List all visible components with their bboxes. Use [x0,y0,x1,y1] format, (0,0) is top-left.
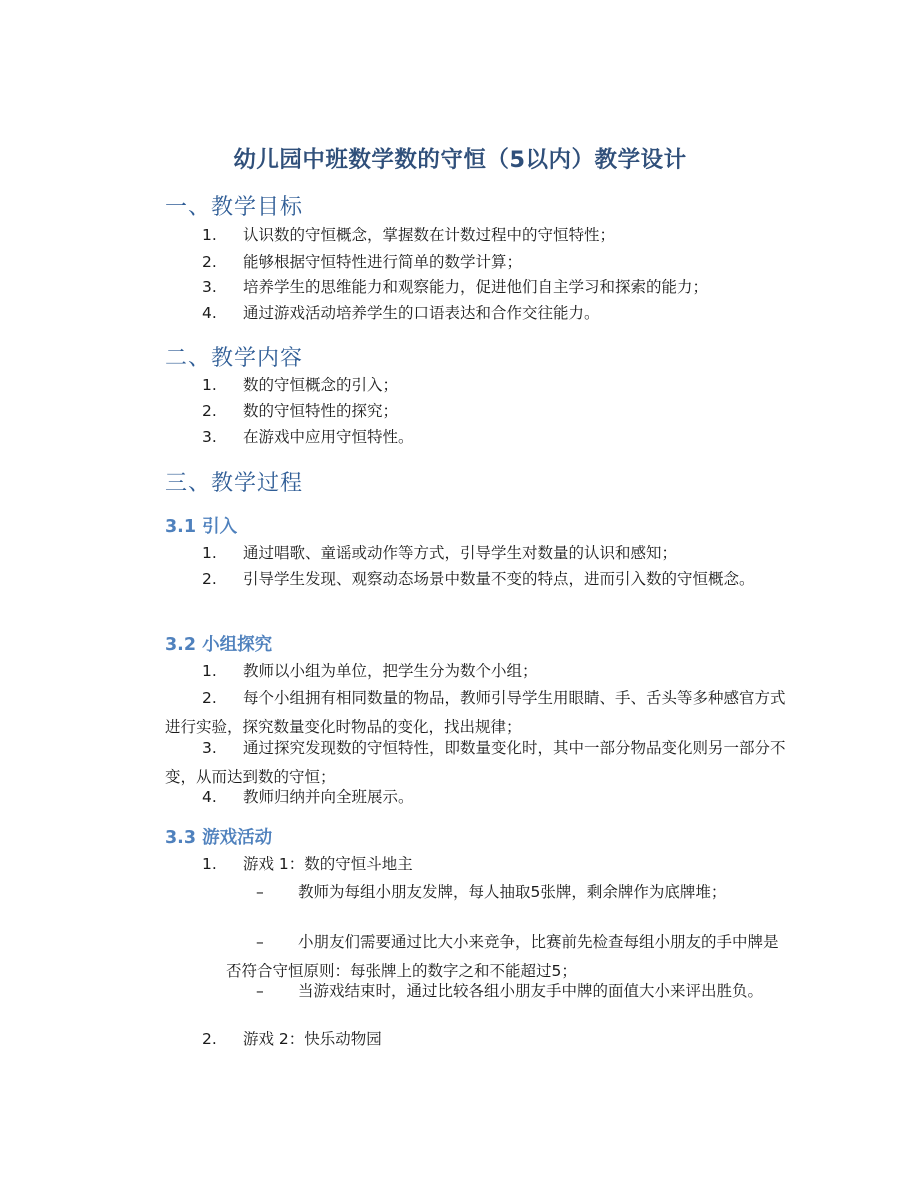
sub-item-text: 当游戏结束时，通过比较各组小朋友手中牌的面值大小来评出胜负。 [298,982,764,1000]
heading-process: 三、教学过程 [165,471,304,496]
page-title: 幼儿园中班数学数的守恒（5以内）教学设计 [233,147,687,173]
item-number: 2. [202,402,217,420]
sub-item-text: 教师为每组小朋友发牌，每人抽取5张牌，剩余牌作为底牌堆； [298,883,727,901]
list-item [165,783,790,812]
list-item [165,397,790,426]
item-text: 游戏 1：数的守恒斗地主 [243,855,413,873]
item-number: 4. [202,304,217,322]
item-number: 3. [202,739,217,757]
item-text: 数的守恒概念的引入； [243,376,399,394]
item-text: 引导学生发现、观察动态场景中数量不变的特点，进而引入数的守恒概念。 [243,570,755,588]
list-item [165,371,790,400]
list-item [165,565,790,594]
item-text: 游戏 2：快乐动物园 [243,1030,382,1048]
item-text: 认识数的守恒概念，掌握数在计数过程中的守恒特性； [243,226,616,244]
item-number: 2. [202,253,217,271]
item-number: 4. [202,788,217,806]
list-item [165,273,790,302]
dash-bullet: – [256,883,264,901]
subheading-intro: 3.1 引入 [165,517,238,537]
item-text: 数的守恒特性的探究； [243,402,399,420]
item-number: 1. [202,855,217,873]
item-number: 2. [202,570,217,588]
list-item [165,1025,790,1054]
item-text: 通过游戏活动培养学生的口语表达和合作交往能力。 [243,304,600,322]
item-number: 2. [202,689,217,707]
item-number: 1. [202,544,217,562]
list-item [165,657,790,686]
item-text: 培养学生的思维能力和观察能力，促进他们自主学习和探索的能力； [243,278,709,296]
item-text: 通过探究发现数的守恒特性，即数量变化时，其中一部分物品变化则另一部分不变，从而达到数的守恒； [165,739,786,786]
sub-item [226,878,786,907]
item-text: 通过唱歌、童谣或动作等方式，引导学生对数量的认识和感知； [243,544,678,562]
item-text: 教师归纳并向全班展示。 [243,788,414,806]
item-number: 3. [202,428,217,446]
item-number: 1. [202,376,217,394]
sub-item-text: 小朋友们需要通过比大小来竞争，比赛前先检查每组小朋友的手中牌是否符合守恒原则：每张牌上的数字之和不能超过5； [226,933,779,980]
heading-content: 二、教学内容 [165,346,304,371]
dash-bullet: – [256,933,264,951]
item-number: 3. [202,278,217,296]
item-text: 能够根据守恒特性进行简单的数学计算； [243,253,523,271]
list-item [165,221,790,250]
item-number: 1. [202,662,217,680]
item-number: 2. [202,1030,217,1048]
item-text: 在游戏中应用守恒特性。 [243,428,414,446]
subheading-game: 3.3 游戏活动 [165,828,273,848]
list-item [165,423,790,452]
subheading-group: 3.2 小组探究 [165,635,273,655]
item-text: 教师以小组为单位，把学生分为数个小组； [243,662,538,680]
list-item [165,539,790,568]
list-item [165,299,790,328]
sub-item [226,977,786,1006]
heading-goals: 一、教学目标 [165,195,304,220]
list-item [165,850,790,879]
item-text: 每个小组拥有相同数量的物品，教师引导学生用眼睛、手、舌头等多种感官方式进行实验，探究数量变化时物品的变化，找出规律； [165,689,786,736]
item-number: 1. [202,226,217,244]
dash-bullet: – [256,982,264,1000]
